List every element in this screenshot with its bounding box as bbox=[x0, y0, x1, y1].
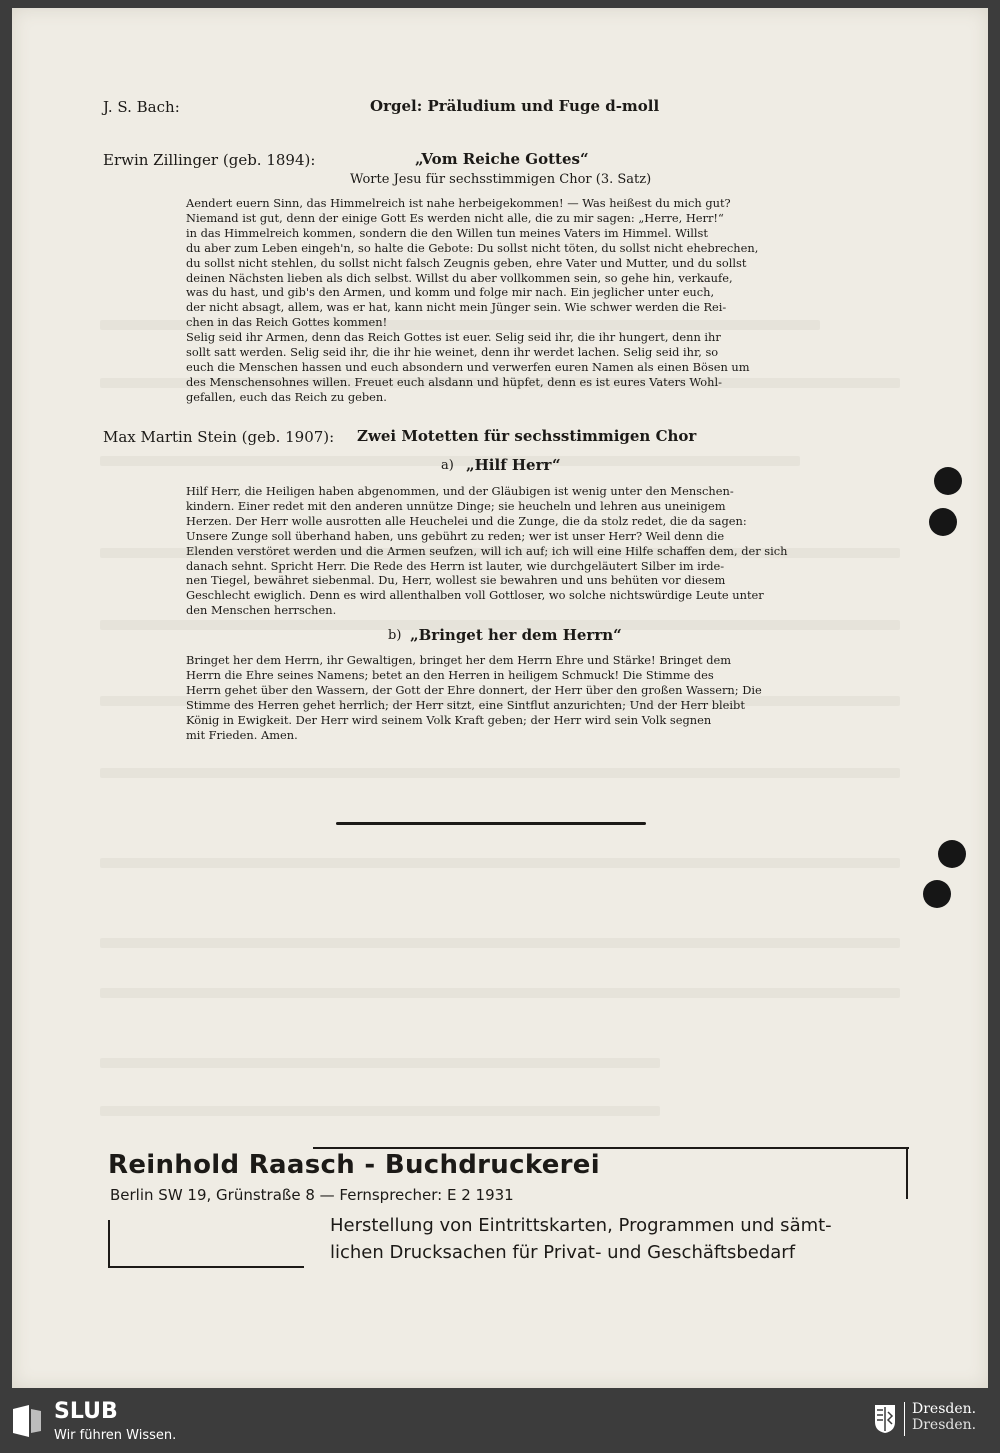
lyrics-hilf-herr: Hilf Herr, die Heiligen haben abgenommen, und der Gläubigen ist wenig unter den Menschen- kindern. Einer redet mit den anderen unnütze Dinge; sie heucheln und lehren aus uneinigem Herzen. Der Herr wolle ausrotten alle Heuchelei und die Zunge, die da stolz redet, die da sagen: Unsere Zunge soll überhand haben, uns gebührt zu reden; wer ist unser Herr? Weil denn die Elenden verstöret werden und die Armen seufzen, will ich auf; ich will eine Hilfe schaffen dem, der sich danach sehnt. Spricht Herr. Die Rede des Herrn ist lauter, wie durchgeläutert Silber im irde- nen Tiegel, bewähret siebenmal. Du, Herr, wollest sie bewahren und uns behüten vor diesem Geschlecht ewiglich. Denn es wird allenthalben voll Gottloser, wo solche nichtswürdige Leute unter den Menschen herrschen. bbox=[186, 484, 788, 618]
show-through bbox=[100, 1058, 660, 1068]
work-stein: Zwei Motetten für sechsstimmigen Chor bbox=[357, 427, 697, 445]
punch-hole bbox=[934, 467, 962, 495]
punch-hole bbox=[929, 508, 957, 536]
work-title-vom-reiche-gottes: „Vom Reiche Gottes“ bbox=[415, 150, 589, 168]
advert-description-line2: lichen Drucksachen für Privat- und Geschäftsbedarf bbox=[330, 1242, 796, 1263]
motet-b-label: b) bbox=[388, 628, 402, 643]
lyrics-vom-reiche-gottes: Aendert euern Sinn, das Himmelreich ist nahe herbeigekommen! — Was heißest du mich gut? Niemand ist gut, denn der einige Gott Es werden nicht alle, die zu mir sagen: „Herre, Herr!“ in das Himmelreich kommen, sondern die den Willen tun meines Vaters im Himmel. Willst du aber zum Leben eingeh'n, so halte die Gebote: Du sollst nicht töten, du sollst nicht ehebrechen, du sollst nicht stehlen, du sollst nicht falsch Zeugnis geben, ehre Vater und Mutter, und du sollst deinen Nächsten lieben als dich selbst. Willst du aber vollkommen sein, so gehe hin, verkaufe, was du hast, und gib's den Armen, und komm und folge mir nach. Ein jeglicher unter euch, der nicht absagt, allem, was er hat, kann nicht mein Jünger sein. Wie schwer werden die Rei- chen in das Reich Gottes kommen! Selig seid ihr Armen, denn das Reich Gottes ist euer. Selig seid ihr, die ihr hungert, denn ihr sollt satt werden. Selig seid ihr, die ihr hie weinet, denn ihr werdet lachen. Selig seid ihr, so euch die Menschen hassen und euch absondern und verwerfen euren Namen als einen Bösen um des Menschensohnes willen. Freuet euch alsdann und hüpfet, denn es ist eures Vaters Wohl- gefallen, euch das Reich zu geben. bbox=[186, 196, 759, 404]
work-subtitle-zillinger: Worte Jesu für sechsstimmigen Chor (3. Satz) bbox=[350, 172, 652, 187]
slub-logo-icon bbox=[9, 1403, 45, 1439]
motet-a-label: a) bbox=[441, 458, 454, 473]
composer-bach: J. S. Bach: bbox=[103, 98, 180, 116]
library-name: SLUB bbox=[54, 1399, 118, 1424]
city-name-mirrored: Dresden. bbox=[912, 1417, 977, 1433]
show-through bbox=[100, 858, 900, 868]
show-through bbox=[100, 1106, 660, 1116]
advert-left-rule bbox=[108, 1220, 110, 1268]
dresden-coat-of-arms-icon bbox=[874, 1404, 896, 1434]
advert-company-name: Reinhold Raasch - Buchdruckerei bbox=[108, 1150, 600, 1180]
composer-zillinger: Erwin Zillinger (geb. 1894): bbox=[103, 151, 316, 169]
library-slogan: Wir führen Wissen. bbox=[54, 1428, 177, 1443]
advert-description-line1: Herstellung von Eintrittskarten, Programmen und sämt- bbox=[330, 1215, 832, 1236]
show-through bbox=[100, 988, 900, 998]
show-through bbox=[100, 768, 900, 778]
lyrics-bringet-her: Bringet her dem Herrn, ihr Gewaltigen, bringet her dem Herrn Ehre und Stärke! Bringet dem Herrn die Ehre seines Namens; betet an den Herren in heiligem Schmuck! Die Stimme des Herrn gehet über den Wassern, der Gott der Ehre donnert, der Herr über den großen Wassern; Die Stimme des Herren gehet herrlich; der Herr sitzt, eine Sintflut anzurichten; Und der Herr bleibt König in Ewigkeit. Der Herr wird seinem Volk Kraft geben; der Herr wird sein Volk segnen mit Frieden. Amen. bbox=[186, 653, 762, 742]
advert-bottom-rule bbox=[108, 1266, 304, 1268]
punch-hole bbox=[938, 840, 966, 868]
advert-address: Berlin SW 19, Grünstraße 8 — Fernsprecher: E 2 1931 bbox=[110, 1186, 514, 1204]
punch-hole bbox=[923, 880, 951, 908]
composer-stein: Max Martin Stein (geb. 1907): bbox=[103, 428, 335, 446]
footer-divider bbox=[904, 1402, 905, 1436]
advert-right-rule bbox=[906, 1147, 908, 1199]
footer-bar bbox=[0, 1388, 1000, 1453]
show-through bbox=[100, 938, 900, 948]
motet-b-title: „Bringet her dem Herrn“ bbox=[410, 626, 622, 644]
advert-top-rule bbox=[313, 1147, 909, 1149]
city-name: Dresden. bbox=[912, 1401, 977, 1417]
motet-a-title: „Hilf Herr“ bbox=[466, 456, 561, 474]
work-bach: Orgel: Präludium und Fuge d-moll bbox=[370, 97, 660, 115]
closing-rule bbox=[336, 822, 646, 825]
